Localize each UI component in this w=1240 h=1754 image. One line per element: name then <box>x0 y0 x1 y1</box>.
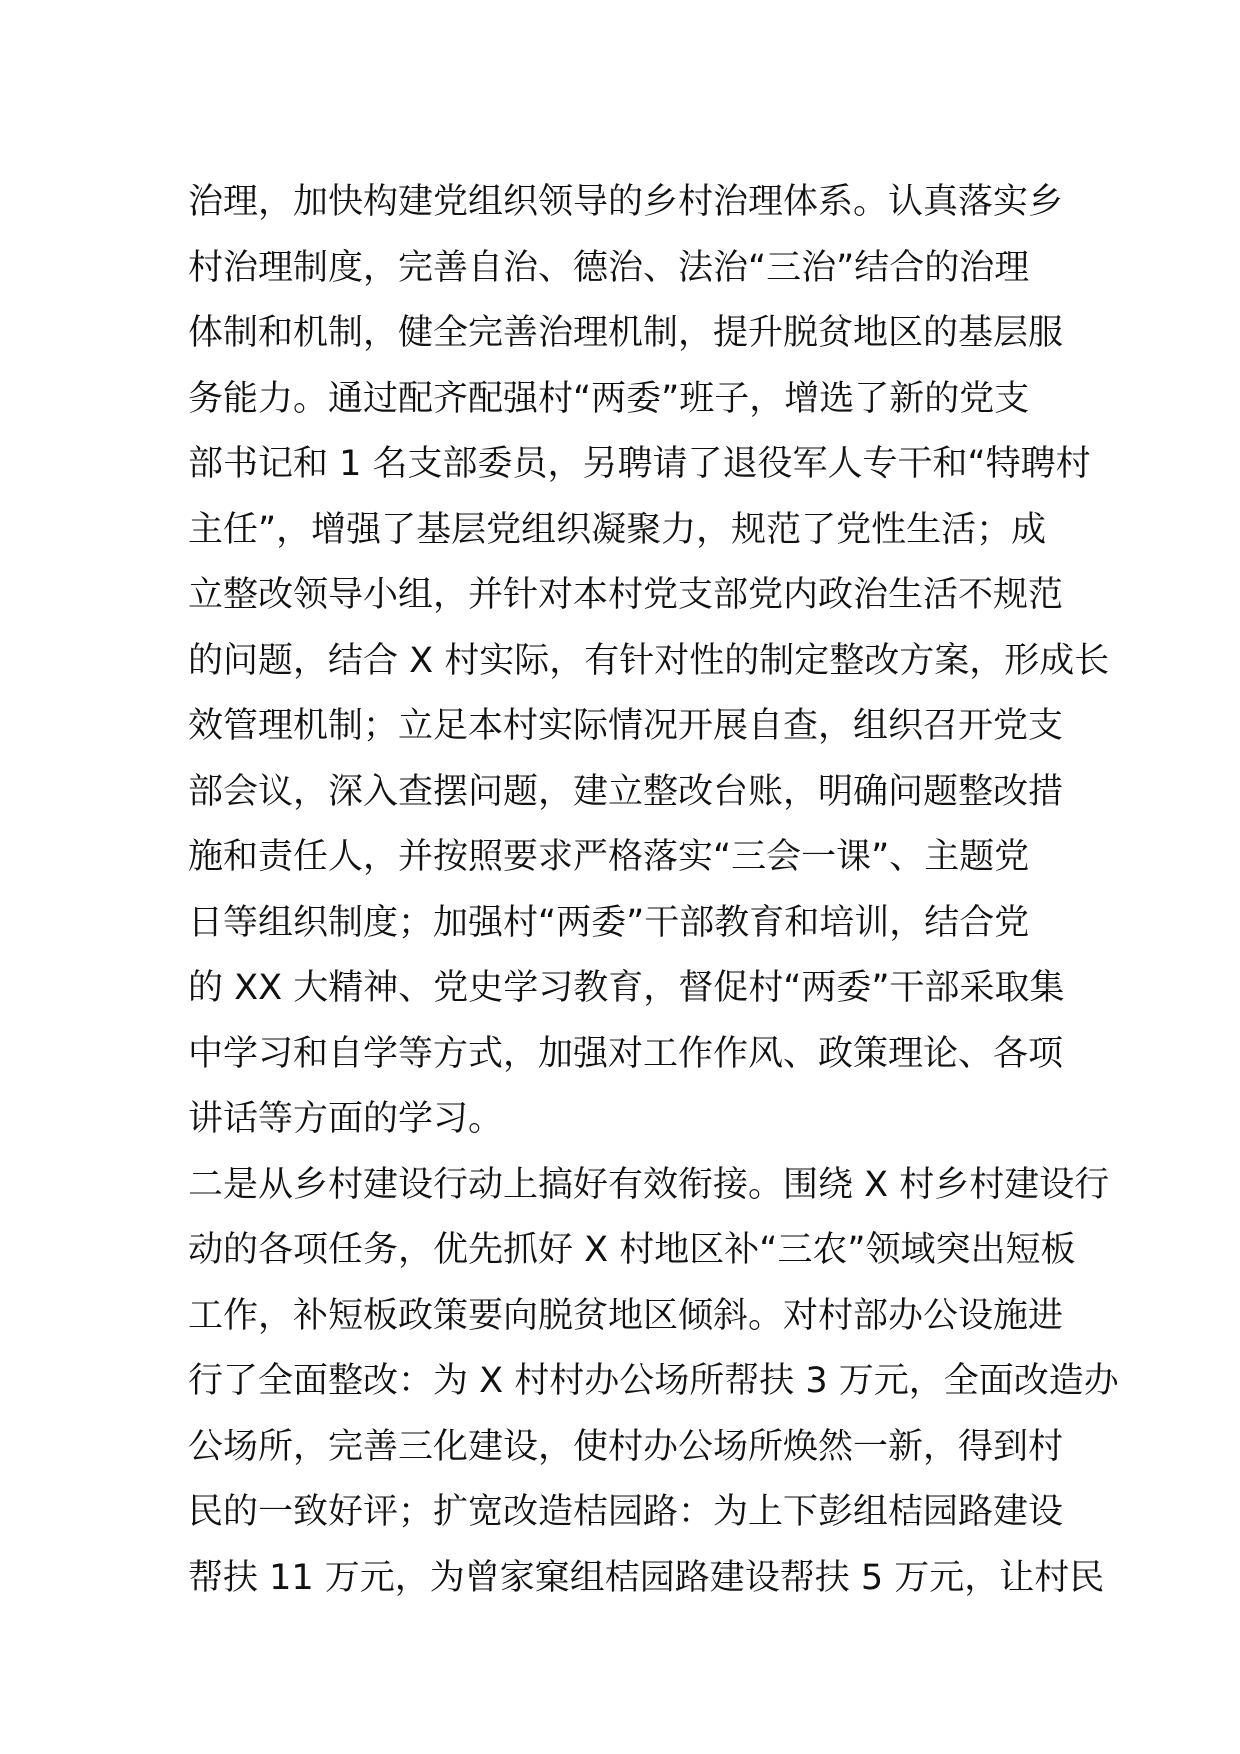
body-text <box>188 170 1119 1611</box>
text-line: 体制和机制，健全完善治理机制，提升脱贫地区的基层服 <box>188 313 1064 353</box>
text-line: 效管理机制；立足本村实际情况开展自查，组织召开党支 <box>188 706 1064 746</box>
text-line: 讲话等方面的学习。 <box>188 1099 504 1139</box>
text-line: 民的一致好评；扩宽改造桔园路：为上下彭组桔园路建设 <box>188 1492 1064 1532</box>
text-line: 务能力。通过配齐配强村“两委”班子，增选了新的党支 <box>188 378 1030 419</box>
text-line: 行了全面整改：为 X 村村办公场所帮扶 3 万元，全面改造办 <box>188 1361 1119 1401</box>
text-line: 动的各项任务，优先抓好 X 村地区补“三农”领域突出短板 <box>188 1230 1076 1270</box>
text-line: 的问题，结合 X 村实际，有针对性的制定整改方案，形成长 <box>188 640 1110 681</box>
text-line: 日等组织制度；加强村“两委”干部教育和培训，结合党 <box>188 902 1030 943</box>
text-line: 部书记和 1 名支部委员，另聘请了退役军人专干和“特聘村 <box>188 444 1091 484</box>
text-line: 二是从乡村建设行动上搞好有效衔接。围绕 X 村乡村建设行 <box>188 1164 1110 1205</box>
text-line: 工作，补短板政策要向脱贫地区倾斜。对村部办公设施进 <box>188 1295 1064 1336</box>
text-line: 立整改领导小组，并针对本村党支部党内政治生活不规范 <box>188 575 1064 615</box>
text-line: 主任”，增强了基层党组织凝聚力，规范了党性生活；成 <box>188 509 1047 550</box>
text-line: 治理，加快构建党组织领导的乡村治理体系。认真落实乡 <box>188 182 1064 222</box>
text-line: 的 XX 大精神、党史学习教育，督促村“两委”干部采取集 <box>188 968 1065 1008</box>
text-line: 中学习和自学等方式，加强对工作作风、政策理论、各项 <box>188 1033 1064 1074</box>
text-line: 帮扶 11 万元，为曾家窠组桔园路建设帮扶 5 万元，让村民 <box>188 1557 1105 1598</box>
text-line: 公场所，完善三化建设，使村办公场所焕然一新，得到村 <box>188 1426 1064 1467</box>
text-line: 施和责任人，并按照要求严格落实“三会一课”、主题党 <box>188 837 1030 877</box>
text-line: 村治理制度，完善自治、德治、法治“三治”结合的治理 <box>188 247 1030 288</box>
text-line: 部会议，深入查摆问题，建立整改台账，明确问题整改措 <box>188 771 1064 812</box>
